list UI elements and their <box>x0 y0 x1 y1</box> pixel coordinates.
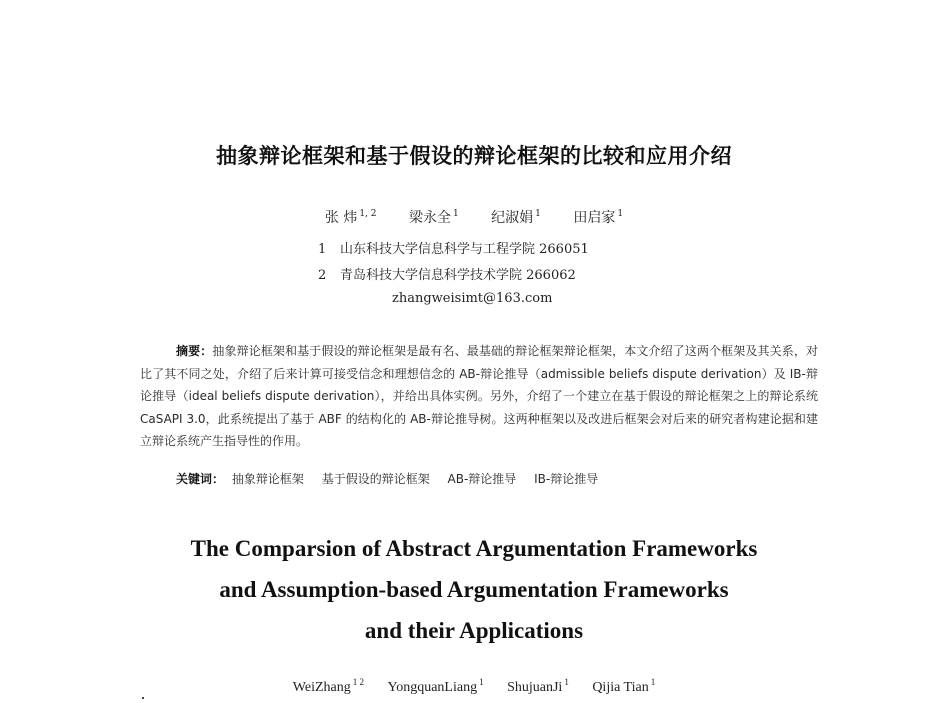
keyword-item: IB-辩论推导 <box>534 472 599 486</box>
abstract-label: 摘要： <box>176 344 213 358</box>
english-title <box>0 528 948 651</box>
author-cn-1: 张 炜 $^{1, 2}$ <box>324 209 377 226</box>
english-title-line-3: and their Applications <box>364 618 584 643</box>
keywords-label: 关键词： <box>176 472 225 486</box>
author-cn-3: 纪淑娟 $^1$ <box>491 209 541 226</box>
chinese-title: 抽象辩论框架和基于假设的辩论框架的比较和应用介绍 <box>216 144 732 168</box>
abstract-paragraph <box>140 340 818 453</box>
scan-artifact-dot <box>142 697 144 699</box>
chinese-author-list <box>0 207 948 227</box>
english-title-line-2: and Assumption-based Argumentation Frameworks <box>219 577 729 602</box>
affiliation-2: 2 青岛科技大学信息科学技术学院 266062 <box>318 268 576 283</box>
author-cn-4: 田启家 $^1$ <box>573 209 624 226</box>
author-cn-2: 梁永全 $^1$ <box>408 209 459 226</box>
keyword-item: 抽象辩论框架 <box>231 472 304 486</box>
author-en-3: ShujuanJi $^1$ <box>507 677 569 695</box>
english-title-line-1: The Comparsion of Abstract Argumentation Frameworks <box>190 536 758 561</box>
keyword-item: AB-辩论推导 <box>447 472 517 486</box>
affiliation-1: 1 山东科技大学信息科学与工程学院 266051 <box>318 242 589 257</box>
author-en-1: WeiZhang $^{1 2}$ <box>292 677 364 695</box>
author-en-2: YongquanLiang $^1$ <box>387 677 484 695</box>
keyword-item: 基于假设的辩论框架 <box>321 472 430 486</box>
author-en-4: Qijia Tian $^1$ <box>592 677 656 695</box>
english-author-list <box>0 677 948 696</box>
author-email: zhangweisimt@163.com <box>392 291 553 306</box>
keywords-line <box>176 470 816 487</box>
abstract-text: 抽象辩论框架和基于假设的辩论框架是最有名、最基础的辩论框架辩论框架，本文介绍了这两个框架及其关系，对比了其不同之处，介绍了后来计算可接受信念和理想信念的 AB-辩论推导（admissible beliefs dispute derivation）及 IB-辩论推导（ideal beliefs dispute derivation），并给出具体实例。另外，介绍了一个建立在基于假设的辩论框架之上的辩论系统 CaSAPI 3.0，此系统提出了基于 ABF 的结构化的 AB-辩论推导树。这两种框架以及改进后框架会对后来的研究者构建论据和建立辩论系统产生指导性的作用。 <box>140 344 818 449</box>
